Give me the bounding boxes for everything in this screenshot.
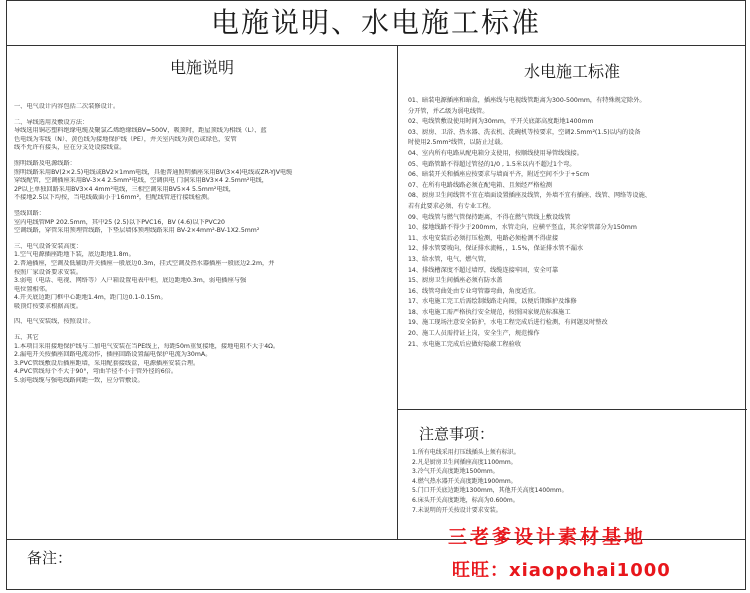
text-line: 5.弱电线缆与强电线路间距一致，应分管敷设。 bbox=[14, 377, 144, 385]
text-line: 空调线路，穿管采用预埋管线路，下垫层墙体预埋线路采用 BV-2×4mm²-BV-1X2.5mm² bbox=[14, 227, 260, 235]
text-line: 4.PVC管线每个不大于90°，弯曲半径不小于管外径的6倍。 bbox=[14, 368, 178, 376]
text-line: 4.开关底边距门框中心距地1.4m，距门边0.1-0.15m。 bbox=[14, 294, 167, 302]
notes-section bbox=[14, 210, 382, 236]
list-item: 7.未说明的开关按设计要求安装。 bbox=[412, 506, 502, 514]
notes-section bbox=[14, 119, 382, 153]
watermark-brand: 三老爹设计素材基地 bbox=[448, 526, 647, 548]
list-item: 13、给水管，电气，燃气管， bbox=[408, 255, 491, 263]
list-item: 3.冷气开关高度距地1500mm。 bbox=[412, 468, 499, 476]
notes-divider bbox=[397, 409, 747, 410]
precautions-list bbox=[412, 448, 732, 515]
text-line: 3.弱电（电话、电视、网络等）入户箱设置电表中柜，底边距地0.3m，弱电插座与强 bbox=[14, 277, 247, 285]
text-line: 一、电气设计内容包括二次装修设计。 bbox=[14, 103, 120, 110]
text-line: 3.PVC管线敷设后插座距墙，采用配套接线盒，电源插座安装合理。 bbox=[14, 359, 200, 367]
notes-section bbox=[14, 334, 382, 386]
text-line: 竖线回路： bbox=[14, 209, 45, 217]
text-line: 二、导线选用及敷设方法： bbox=[14, 118, 89, 126]
list-item: 10、接地线路不得少于200mm，水管走向，应横平竖直，其余穿管部分为150mm bbox=[408, 224, 637, 232]
list-item: 07、在所有电路线路必须在配电箱、且须经严格检测 bbox=[408, 181, 552, 189]
text-line: 1.空气电源插座距地下装，底边距地1.8m。 bbox=[14, 251, 135, 259]
electrical-notes-body bbox=[14, 96, 382, 386]
column-divider bbox=[397, 45, 398, 539]
text-line: 2P以上单独回路采用BV3×4 4mm²电线，三相空调采用BV5×4 5.5mm²电线， bbox=[14, 185, 235, 193]
list-item: 08、厨房卫生间线管不宜在墙面设置插座及线管，外墙不宜有插座、线管、网络等设施、 bbox=[408, 192, 651, 200]
list-item: 20、施工人员需持证上岗，安全生产，规范操作 bbox=[408, 330, 540, 338]
text-line: 吸顶灯按要求根据高度。 bbox=[14, 302, 83, 310]
list-item: 04、室内所有电路从配电箱分支使用，按顺线使用导管线线接。 bbox=[408, 149, 583, 157]
list-item: 2.凡是厨房卫生间插座高度1100mm。 bbox=[412, 458, 517, 466]
notes-section bbox=[14, 103, 382, 112]
list-item: 12、排水管要坡向，保证排水流畅，，1.5%，保证排水管不漏水 bbox=[408, 245, 584, 253]
text-line: 2.漏电开关按插座回路电流动作，插座回路设置漏电保护电流为30mA。 bbox=[14, 351, 212, 359]
list-item: 11、水电安装后必须打压检测，电路必须检测不得虚接 bbox=[408, 234, 559, 242]
notes-section bbox=[14, 318, 382, 327]
text-line: 2.普通插座，空调及低辅助开关插座一般底边0.3m，挂式空调及热水器插座一般底边2.2m，并 bbox=[14, 259, 275, 267]
list-item: 6.床头开关高度距地，标高为0.600m。 bbox=[412, 496, 519, 504]
list-item: 17、水电施工完工后需绘制线路走向图，以便后期维护及维修 bbox=[408, 298, 577, 306]
list-item: 19、施工现场注意安全防护，水电工程完成后进行检测，有问题及时整改 bbox=[408, 319, 608, 327]
remark-label: 备注： bbox=[27, 549, 73, 567]
text-line: 色电线为零线（N）、黄色线为接地保护线（PE），并关室内线为黄色或绿色，安管 bbox=[14, 135, 237, 143]
list-item: 时使用2.5mm²线管，以防止过载。 bbox=[408, 139, 507, 147]
list-item: 05、电路管路不得超过管径的1/0 , 1.5米以内不超过1个弯。 bbox=[408, 160, 576, 168]
list-item: 09、电线管与燃气管保持距离，不得在燃气管线上敷设线管 bbox=[408, 213, 571, 221]
text-line: 线不允许有接头，应在分支处设接线盒。 bbox=[14, 144, 126, 152]
text-line: 照明线路及电源线路： bbox=[14, 159, 76, 167]
list-item: 01、暗装电源插座和暗盒，插座线与电视线管距离为300-500mm，有特殊规定除外。 bbox=[408, 97, 646, 104]
text-line: 1.本项目采用接地保护线与二加电气安装在当PE线上，每距50m重复接地，接地电阻不大于4Ω。 bbox=[14, 342, 280, 350]
list-item: 分开管，并乙级为弱电线管。 bbox=[408, 107, 489, 115]
list-item: 5.门口开关底边距地1300mm，其他开关高度1400mm。 bbox=[412, 487, 568, 495]
list-item: 02、电线管敷设使用时间为30mm，平开关底部高度距地1400mm bbox=[408, 118, 594, 126]
page-title: 电施说明、水电施工标准 bbox=[7, 1, 745, 46]
list-item: 4.燃气热水器开关高度距地1900mm。 bbox=[412, 477, 517, 485]
list-item: 06、暗装开关和插座应按要求与墙面平齐，附近空间不少于+5cm bbox=[408, 171, 590, 179]
text-line: 不接地2.5以下均按，当电线截面小于16mm²，但配线管进行接线检测。 bbox=[14, 194, 214, 202]
standards-heading: 水电施工标准 bbox=[523, 62, 620, 81]
list-item: 14、排线槽深度不超过墙厚，线缆连接牢固，安全可靠 bbox=[408, 266, 559, 274]
precautions-heading: 注意事项： bbox=[419, 425, 495, 443]
electrical-notes-heading: 电施说明 bbox=[169, 58, 234, 77]
text-line: 室内电线管MP 202.5mm，其中25 (2.5)以下PVC16，BV (4.6)以下PVC20 bbox=[14, 218, 225, 226]
list-item: 1.所有电线采用打压线插头上须有标识。 bbox=[412, 449, 520, 456]
notes-section bbox=[14, 160, 382, 203]
list-item: 18、水电施工需严格执行安全规范，按照国家规范标准施工 bbox=[408, 308, 571, 316]
text-line: 五、其它 bbox=[14, 334, 39, 342]
standards-list bbox=[408, 96, 730, 350]
watermark-contact: 旺旺：xiaopohai1000 bbox=[452, 560, 671, 581]
text-line: 按照厂家设备要求安装。 bbox=[14, 268, 83, 276]
list-item: 16、线管弯曲处由专业弯管器弯曲，角度适宜。 bbox=[408, 287, 540, 295]
list-item: 若有此要求必须、有专业工程。 bbox=[408, 202, 495, 210]
list-item: 15、厨房卫生间插座必须有防水盖 bbox=[408, 277, 503, 285]
text-line: 穿线配管，空调插座采用BV-3×4 2.5mm²电线，空调供电 门洞采用BV3×4 2.5mm²电线， bbox=[14, 177, 268, 185]
list-item: 21、水电施工完成后应做好隐蔽工程验收 bbox=[408, 340, 522, 348]
text-line: 三、电气设备安装高度： bbox=[14, 242, 83, 250]
text-line: 导线选用铜芯塑料绝缘电缆及聚氯乙烯绝缘线BV=500V，吸顶时，距屋顶线为相线（L）、蓝 bbox=[14, 127, 267, 135]
notes-section bbox=[14, 243, 382, 312]
list-item: 03、厨房、卫浴、热水器、洗衣机、洗碗机等按要求，空调2.5mm²(1.5)以内的设备 bbox=[408, 128, 641, 136]
text-line: 电位置相邻。 bbox=[14, 285, 52, 293]
text-line: 照明线路采用BV(2×2.5)电线或BV2×1mm电线，具他普通照明插座采用BV(3×4)电线或ZR-YJV电缆 bbox=[14, 168, 293, 176]
text-line: 四、电气安装线，按照设计。 bbox=[14, 318, 95, 326]
